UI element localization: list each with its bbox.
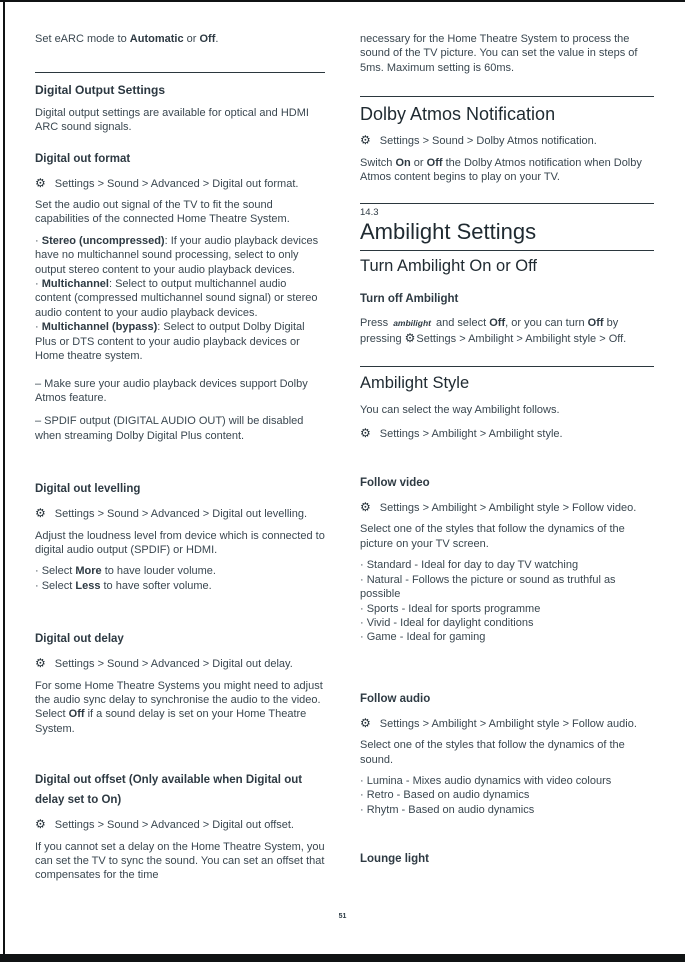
ambilight-style-heading: Ambilight Style — [360, 374, 470, 393]
style-rhytm: · Rhytm - Based on audio dynamics — [360, 803, 535, 816]
settings-gear-icon: ⚙ — [35, 817, 46, 832]
page-number: 51 — [338, 913, 347, 920]
digital-out-delay-path — [35, 656, 325, 671]
menu-path-text: Settings > Sound > Advanced > Digital out delay. — [54, 658, 293, 671]
digital-output-settings-heading: Digital Output Settings — [35, 83, 165, 98]
section-rule — [35, 72, 325, 73]
digital-out-levelling-options — [35, 564, 325, 593]
style-natural: · Natural - Follows the picture or sound as truthful as possible — [360, 573, 616, 601]
digital-out-levelling-heading: Digital out levelling — [35, 483, 141, 496]
settings-gear-icon: ⚙ — [360, 425, 371, 440]
section-rule — [360, 250, 654, 251]
section-rule — [360, 96, 654, 97]
turn-ambilight-heading: Turn Ambilight On or Off — [360, 257, 537, 276]
settings-gear-icon: ⚙ — [360, 715, 371, 730]
follow-video-styles-list — [360, 558, 654, 644]
settings-gear-icon: ⚙ — [35, 656, 46, 671]
option-more: · Select More to have louder volume. — [35, 565, 216, 578]
style-lumina: · Lumina - Mixes audio dynamics with video colours — [360, 774, 612, 787]
digital-out-delay-heading: Digital out delay — [35, 633, 124, 646]
menu-path-text: Settings > Ambilight > Ambilight style > Follow video. — [379, 502, 637, 515]
ambilight-settings-heading: Ambilight Settings — [360, 219, 537, 245]
menu-path-text: Settings > Sound > Advanced > Digital out levelling. — [54, 508, 308, 521]
page-border-top — [0, 0, 685, 2]
settings-gear-icon: ⚙ — [360, 500, 371, 515]
menu-path-text: Settings > Sound > Advanced > Digital out offset. — [54, 819, 294, 832]
turn-off-ambilight-desc: Press ambilight and select Off, or you can turn Off by pressing ⚙Settings > Ambilight > Ambilight style > Off. — [360, 317, 627, 345]
settings-gear-icon: ⚙ — [404, 330, 416, 345]
dolby-atmos-notification-heading: Dolby Atmos Notification — [360, 104, 556, 125]
note-spdif: – SPDIF output (DIGITAL AUDIO OUT) will be disabled when streaming Dolby Digital Plus content. — [35, 415, 304, 442]
style-vivid: · Vivid - Ideal for daylight conditions — [360, 616, 534, 629]
section-rule — [360, 366, 654, 367]
style-retro: · Retro - Based on audio dynamics — [360, 789, 530, 802]
digital-out-format-options — [35, 234, 325, 364]
follow-audio-styles-list — [360, 774, 654, 817]
style-game: · Game - Ideal for gaming — [360, 631, 486, 644]
chapter-number: 14.3 — [360, 207, 379, 219]
ambilight-style-intro: You can select the way Ambilight follows. — [360, 404, 560, 417]
menu-path-text: Settings > Ambilight > Ambilight style. — [379, 427, 563, 440]
follow-video-heading: Follow video — [360, 477, 430, 490]
option-stereo: · Stereo (uncompressed): If your audio playback devices have no multichannel sound processing, select to only output stereo content to your audio playback devices. — [35, 234, 319, 276]
digital-out-offset-heading: Digital out offset (Only available when Digital out delay set to On) — [35, 774, 303, 807]
option-multichannel-bypass: · Multichannel (bypass): Select to output Dolby Digital Plus or DTS content to your audio playback devices or Home theatre system. — [35, 321, 305, 363]
settings-gear-icon: ⚙ — [35, 506, 46, 521]
follow-video-path — [360, 500, 654, 515]
dolby-atmos-desc: Switch On or Off the Dolby Atmos notification when Dolby Atmos content begins to play on your TV. — [360, 156, 642, 184]
follow-audio-heading: Follow audio — [360, 692, 431, 705]
note-dolby-atmos: – Make sure your audio playback devices support Dolby Atmos feature. — [35, 377, 308, 404]
digital-out-delay-desc: For some Home Theatre Systems you might need to adjust the audio sync delay to synchronise the audio to the video. Select Off if a sound delay is set on your Home Theatre System. — [35, 679, 323, 735]
digital-out-format-desc: Set the audio out signal of the TV to fit the sound capabilities of the connected Home Theatre System. — [35, 199, 290, 226]
follow-audio-path — [360, 716, 654, 731]
option-less: · Select Less to have softer volume. — [35, 579, 212, 592]
digital-out-levelling-path — [35, 506, 325, 521]
dolby-atmos-path — [360, 133, 654, 148]
page-border-left — [3, 0, 5, 962]
style-standard: · Standard - Ideal for day to day TV watching — [360, 559, 579, 572]
settings-gear-icon: ⚙ — [35, 175, 46, 190]
digital-out-offset-path — [35, 817, 325, 832]
digital-out-offset-continuation: necessary for the Home Theatre System to process the sound of the TV picture. You can set the value in steps of 5ms. Maximum setting is 60ms. — [360, 33, 638, 74]
follow-audio-desc: Select one of the styles that follow the dynamics of the sound. — [360, 739, 625, 766]
earc-mode-text: Set eARC mode to Automatic or Off. — [35, 33, 219, 45]
option-multichannel: · Multichannel: Select to output multichannel audio content (compressed multichannel sound signal) or stereo audio content to your audio playback devices. — [35, 278, 318, 319]
settings-gear-icon: ⚙ — [360, 133, 371, 148]
chapter-rule — [360, 203, 654, 204]
page-bottom-bar — [0, 954, 685, 962]
digital-out-levelling-desc: Adjust the loudness level from device which is connected to digital audio output (SPDIF) or HDMI. — [35, 529, 325, 556]
menu-path-text: Settings > Ambilight > Ambilight style > Follow audio. — [379, 717, 637, 730]
menu-path-text: Settings > Sound > Advanced > Digital out format. — [54, 177, 299, 190]
digital-out-format-path — [35, 176, 325, 191]
turn-off-ambilight-subheading: Turn off Ambilight — [360, 293, 459, 306]
style-sports: · Sports - Ideal for sports programme — [360, 602, 541, 615]
digital-out-offset-desc: If you cannot set a delay on the Home Theatre System, you can set the TV to sync the sound. You can set an offset that compensates for the time — [35, 840, 325, 882]
ambilight-style-path — [360, 426, 654, 441]
right-column — [360, 32, 654, 869]
lounge-light-heading: Lounge light — [360, 853, 429, 866]
follow-video-desc: Select one of the styles that follow the dynamics of the picture on your TV screen. — [360, 523, 625, 550]
left-column — [35, 32, 325, 883]
digital-output-desc: Digital output settings are available for optical and HDMI ARC sound signals. — [35, 106, 309, 134]
ambilight-key-label: ambilight — [393, 318, 431, 329]
digital-out-format-heading: Digital out format — [35, 152, 131, 165]
menu-path-text: Settings > Sound > Dolby Atmos notification. — [379, 135, 597, 148]
